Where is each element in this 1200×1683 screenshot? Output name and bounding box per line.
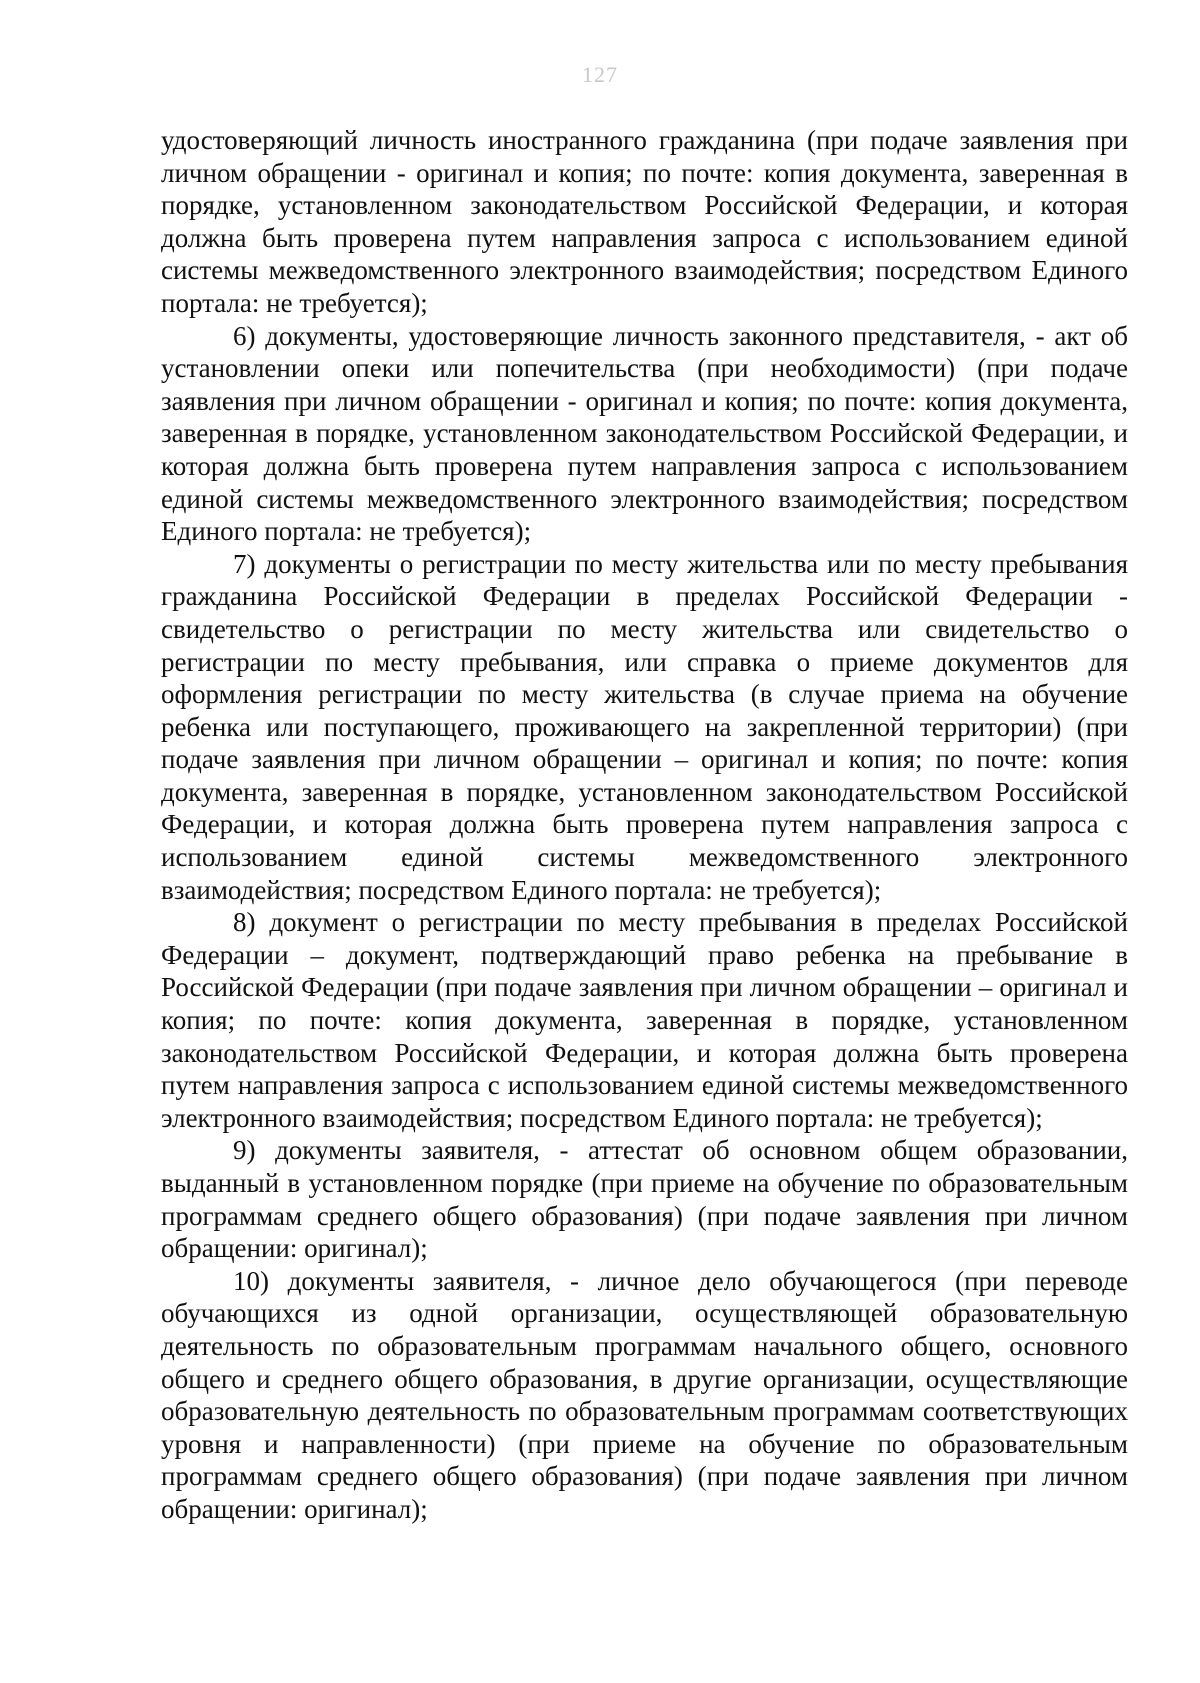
document-body — [161, 124, 1128, 1526]
paragraph-item-8: 8) документ о регистрации по месту пребывания в пределах Российской Федерации – документ, подтверждающий право ребенка на пребывание в Российской Федерации (при подаче заявления при личном обращении – оригинал и копия; по почте: копия документа, заверенная в порядке, установленном законодательством Российской Федерации, и которая должна быть проверена путем направления запроса с использованием единой системы межведомственного электронного взаимодействия; посредством Единого портала: не требуется); — [161, 907, 1128, 1133]
page-number: 127 — [582, 62, 618, 87]
paragraph-item-6: 6) документы, удостоверяющие личность законного представителя, - акт об установлении опеки или попечительства (при необходимости) (при подаче заявления при личном обращении - оригинал и копия; по почте: копия документа, заверенная в порядке, установленном законодательством Российской Федерации, и которая должна быть проверена путем направления запроса с использованием единой системы межведомственного электронного взаимодействия; посредством Единого портала: не требуется); — [161, 320, 1128, 547]
paragraph-item-9: 9) документы заявителя, - аттестат об основном общем образовании, выданный в установленном порядке (при приеме на обучение по образовательным программам среднего общего образования) (при подаче заявления при личном обращении: оригинал); — [161, 1135, 1128, 1264]
paragraph-item-7: 7) документы о регистрации по месту жительства или по месту пребывания гражданина Российской Федерации в пределах Российской Федерации - свидетельство о регистрации по месту жительства или свидетельство о регистрации по месту пребывания, или справка о приеме документов для оформления регистрации по месту жительства (в случае приема на обучение ребенка или поступающего, проживающего на закрепленной территории) (при подаче заявления при личном обращении – оригинал и копия; по почте: копия документа, заверенная в порядке, установленном законодательством Российской Федерации, и которая должна быть проверена путем направления запроса с использованием единой системы межведомственного электронного взаимодействия; посредством Единого портала: не требуется); — [161, 548, 1128, 905]
paragraph-continuation: удостоверяющий личность иностранного гражданина (при подаче заявления при личном обращении - оригинал и копия; по почте: копия документа, заверенная в порядке, установленном законодательством Российской Федерации, и которая должна быть проверена путем направления запроса с использованием единой системы межведомственного электронного взаимодействия; посредством Единого портала: не требуется); — [161, 125, 1128, 318]
paragraph-item-10: 10) документы заявителя, - личное дело обучающегося (при переводе обучающихся из одной организации, осуществляющей образовательную деятельность по образовательным программам начального общего, основного общего и среднего общего образования, в другие организации, осуществляющие образовательную деятельность по образовательным программам соответствующих уровня и направленности) (при приеме на обучение по образовательным программам среднего общего образования) (при подаче заявления при личном обращении: оригинал); — [161, 1265, 1128, 1524]
